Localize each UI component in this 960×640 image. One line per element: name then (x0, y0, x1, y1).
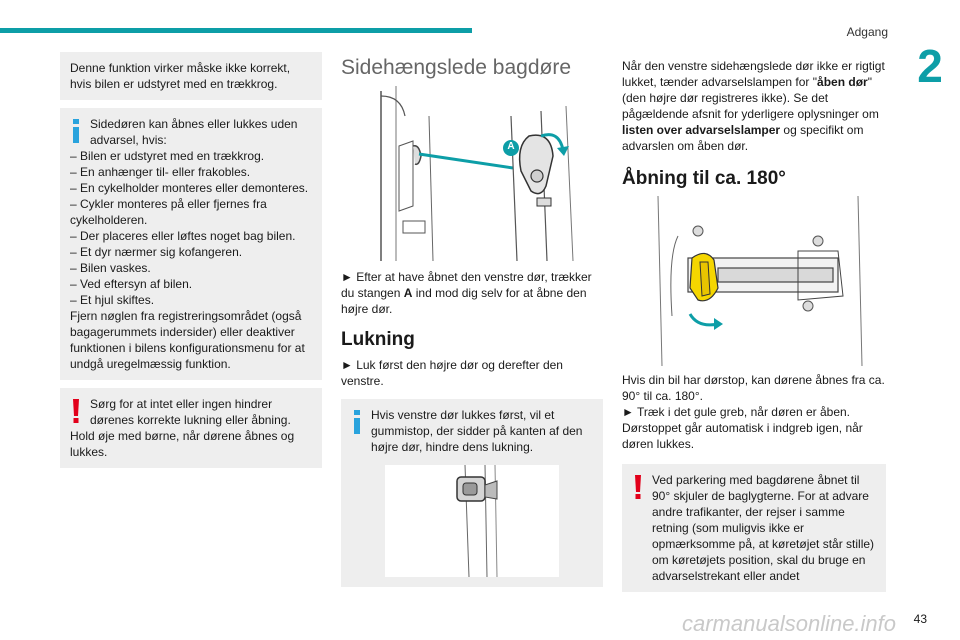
opening-180-heading: Åbning til ca. 180° (622, 168, 786, 189)
warning-icon (632, 474, 644, 500)
watermark: carmanualsonline.info (682, 611, 897, 636)
list-item: – Et dyr nærmer sig kofangeren. (70, 245, 243, 259)
note-box-towbar (60, 52, 322, 100)
warning-title-wrap (70, 396, 312, 428)
text-part: " (den højre dør registreres ikke). Se det pågældende afsnit for yderligere oplysninger om (622, 75, 879, 121)
door-stop-figure (648, 196, 874, 366)
warning-title: Sørg for at intet eller ingen hindrer dørenes korrekte lukning eller åbning. (90, 397, 291, 427)
text-part: og specifikt om advarslen om åben dør. (622, 123, 864, 153)
door-stop-instruction: ► Træk i det gule greb, når døren er åben. Dørstoppet går automatisk i indgreb igen, når døren lukkes. (622, 405, 863, 451)
column-left (60, 52, 322, 476)
closing-instruction: ► Luk først den højre dør og derefter den venstre. (341, 358, 563, 388)
closing-heading: Lukning (341, 329, 415, 350)
list-item: – Bilen er udstyret med en trækkrog. (70, 149, 265, 163)
list-item: – Ved eftersyn af bilen. (70, 277, 193, 291)
warning-box-parking (622, 464, 886, 592)
warning-parking-text: Ved parkering med bagdørene åbnet til 90° skjuler de baglygterne. For at advare andre trafikanter, der rejser i samme retning (som muligvis ikke er opmærksomme på, at køretøjet står stille) om køretøjets position, skal du bruge en advarselstrekant eller andet (652, 473, 875, 583)
warning-icon (70, 398, 82, 424)
column-middle (341, 52, 603, 595)
door-stop-illustration (648, 196, 874, 366)
warning-parking-wrap (632, 472, 876, 584)
info-footer: Fjern nøglen fra registreringsområdet (også bagagerummets indersider) eller deaktiver funktionen i bilens konfigurationsmenu for at undgå uregelmæssig funktion. (70, 309, 305, 371)
info-box-closing-order (341, 399, 603, 587)
info-closing-text: Hvis venstre dør lukkes først, vil et gummistop, der sidder på kanten af den højre dør, hindre dens lukning. (371, 408, 583, 454)
info-icon (351, 409, 363, 435)
info-box-sliding-door (60, 108, 322, 380)
header-accent-bar (0, 28, 472, 33)
door-lever-illustration (341, 86, 603, 261)
instruction-prefix: ► Efter at have åbnet den venstre dør, trækker du stangen (341, 270, 592, 300)
info-icon (70, 118, 82, 144)
door-lever-figure (341, 86, 603, 261)
text-bold: listen over advarselslamper (622, 123, 781, 137)
door-stop-description: Hvis din bil har dørstop, kan dørene åbnes fra ca. 90° til ca. 180°. (622, 373, 885, 403)
section-heading: Sidehængslede bagdøre (341, 56, 571, 79)
open-door-warning-paragraph (622, 58, 886, 154)
list-item: – Der placeres eller løftes noget bag bilen. (70, 229, 296, 243)
rubber-stop-illustration (385, 465, 559, 577)
instruction-bold-a: A (403, 286, 413, 300)
text-part: Når den venstre sidehængslede dør ikke er rigtigt lukket, tænder advarselslampen for " (622, 59, 885, 89)
list-item: – En cykelholder monteres eller demonteres. (70, 181, 309, 195)
warning-text: Hold øje med børne, når dørene åbnes og lukkes. (70, 429, 295, 459)
instruction-open-right-door (341, 269, 603, 317)
info-title: Sidedøren kan åbnes eller lukkes uden advarsel, hvis: (90, 117, 298, 147)
note-text: Denne funktion virker måske ikke korrekt, hvis bilen er udstyret med en trækkrog. (70, 61, 291, 91)
list-item: – Bilen vaskes. (70, 261, 151, 275)
list-item: – Et hjul skiftes. (70, 293, 155, 307)
info-title-wrap (70, 116, 312, 148)
section-title: Adgang (846, 25, 888, 39)
warning-box-obstruction (60, 388, 322, 468)
rubber-stop-figure (385, 465, 559, 577)
text-bold: åben dør (817, 75, 868, 89)
list-item: – Cykler monteres på eller fjernes fra cykelholderen. (70, 197, 267, 227)
instruction-suffix: ind mod dig selv for at åbne den højre dør. (341, 286, 587, 316)
chapter-number: 2 (917, 40, 943, 92)
list-item: – En anhænger til- eller frakobles. (70, 165, 251, 179)
column-right (622, 58, 886, 600)
info-closing-wrap (351, 407, 593, 455)
figure-label-a: A (507, 141, 515, 152)
page-number: 43 (913, 612, 927, 626)
